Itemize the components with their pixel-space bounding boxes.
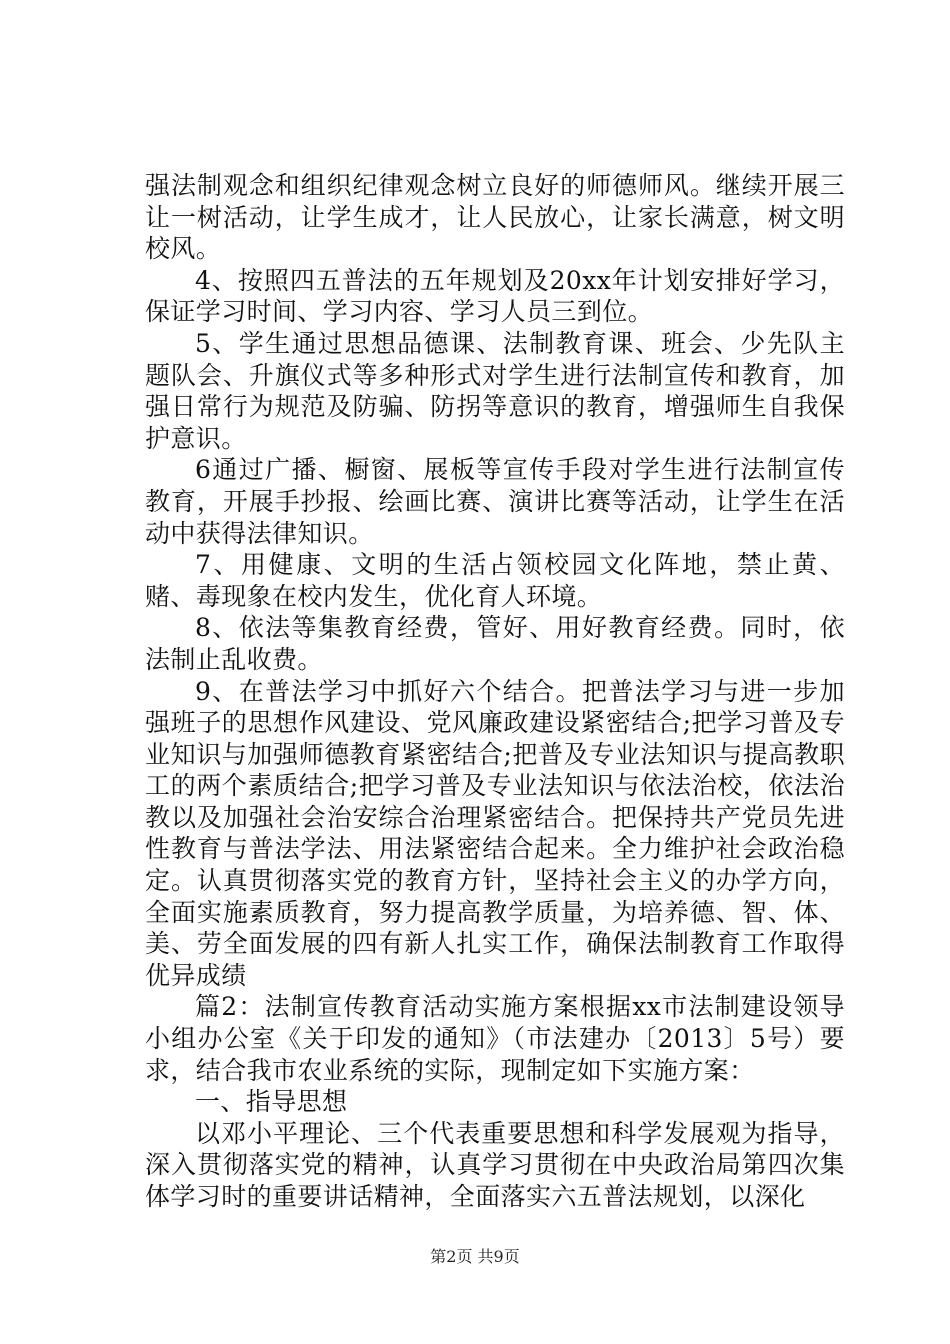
paragraph-item-5: 5、学生通过思想品德课、法制教育课、班会、少先队主题队会、升旗仪式等多种形式对学生进行法制宣传和教育，加强日常行为规范及防骗、防拐等意识的教育，增强师生自我保护意识。 (145, 328, 845, 453)
paragraph-item-6: 6通过广播、橱窗、展板等宣传手段对学生进行法制宣传教育，开展手抄报、绘画比赛、演讲比赛等活动，让学生在活动中获得法律知识。 (145, 455, 845, 548)
document-body (145, 170, 845, 1213)
paragraph-item-4: 4、按照四五普法的五年规划及20xx年计划安排好学习，保证学习时间、学习内容、学习人员三到位。 (145, 265, 845, 327)
paragraph-guiding-ideology: 以邓小平理论、三个代表重要思想和科学发展观为指导，深入贯彻落实党的精神，认真学习贯彻在中央政治局第四次集体学习时的重要讲话精神，全面落实六五普法规划，以深化 (145, 1118, 845, 1211)
paragraph-item-9: 9、在普法学习中抓好六个结合。把普法学习与进一步加强班子的思想作风建设、党风廉政建设紧密结合;把学习普及专业知识与加强师德教育紧密结合;把普及专业法知识与提高教职工的两个素质结合;把学习普及专业法知识与依法治校，依法治教以及加强社会治安综合治理紧密结合。把保持共产党员先进性教育与普法学法、用法紧密结合起来。全力维护社会政治稳定。认真贯彻落实党的教育方针，坚持社会主义的办学方向，全面实施素质教育，努力提高教学质量，为培养德、智、体、美、劳全面发展的四有新人扎实工作，确保法制教育工作取得优异成绩 (145, 676, 845, 990)
paragraph-section-2-intro: 篇2：法制宣传教育活动实施方案根据xx市法制建设领导小组办公室《关于印发的通知》（市法建办〔2013〕5号）要求，结合我市农业系统的实际，现制定如下实施方案： (145, 992, 845, 1085)
paragraph-item-8: 8、依法等集教育经费，管好、用好教育经费。同时，依法制止乱收费。 (145, 613, 845, 674)
section-heading-guiding-ideology: 一、指导思想 (195, 1087, 348, 1117)
paragraph-continuation: 强法制观念和组织纪律观念树立良好的师德师风。继续开展三让一树活动，让学生成才，让人民放心，让家长满意，树文明校风。 (145, 171, 845, 264)
page-number-footer: 第2页 共9页 (430, 1247, 520, 1266)
paragraph-item-7: 7、用健康、文明的生活占领校园文化阵地，禁止黄、赌、毒现象在校内发生，优化育人环境。 (145, 550, 845, 611)
